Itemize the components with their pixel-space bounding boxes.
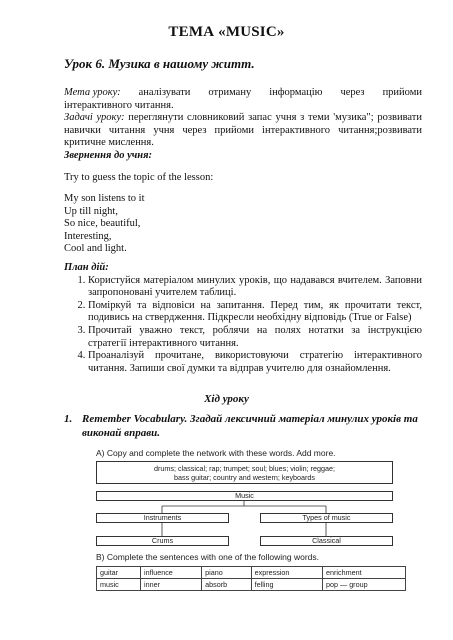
network-node-crums: Crums xyxy=(96,536,229,546)
goal-word: отриману xyxy=(208,87,252,98)
tasks-label: Задачі уроку: xyxy=(64,112,125,124)
goal-word: аналізувати xyxy=(138,87,191,98)
guess-prompt: Try to guess the topic of the lesson: xyxy=(64,172,214,183)
poem-line: Up till night, xyxy=(64,205,118,217)
exercise-a-instruction: A) Copy and complete the network with these words. Add more. xyxy=(96,448,336,458)
word-cell: influence xyxy=(141,567,202,579)
network-node-types: Types of music xyxy=(260,513,393,523)
poem-line: Interesting, xyxy=(64,230,112,242)
network-node-music: Music xyxy=(96,491,393,501)
page-title: ТЕМА «MUSIC» xyxy=(168,24,285,40)
word-cell: music xyxy=(97,579,141,591)
plan-item: 4. Проаналізуй прочитане, використовуючи стратегію інтерактивного читання. Запиши свої думки та відправ учителю для ознайомлення. xyxy=(88,350,422,375)
network-node-instruments: Instruments xyxy=(96,513,229,523)
section-number: 1. xyxy=(64,413,73,425)
word-bank-line: bass guitar; country and western; keyboards xyxy=(173,473,316,482)
network-node-classical: Classical xyxy=(260,536,393,546)
word-cell: felling xyxy=(251,579,322,591)
word-table xyxy=(96,566,406,591)
goal-word: через xyxy=(340,87,365,98)
poem-line: So nice, beautiful, xyxy=(64,218,141,230)
goal-word: прийоми xyxy=(382,87,422,98)
exercise-b-instruction: B) Complete the sentences with one of the following words. xyxy=(96,552,320,562)
lesson-heading: Урок 6. Музика в нашому житт. xyxy=(64,56,255,71)
poem-line: Cool and light. xyxy=(64,243,127,255)
word-bank-line: drums; classical; rap; trumpet; soul; blues; violin; reggae; xyxy=(154,464,335,473)
word-cell: guitar xyxy=(97,567,141,579)
goal-line-2: інтерактивного читання. xyxy=(64,99,174,111)
word-cell: absorb xyxy=(202,579,252,591)
plan-item: 2. Поміркуй та відповіси на запитання. Перед тим, як прочитати текст, подивись на ствердження. Підкресли необхідну відповідь (True or False) xyxy=(88,300,422,325)
section-text: Remember Vocabulary. Згадай лексичний матеріал минулих уроків та виконай вправи. xyxy=(82,413,418,439)
goal-label: Мета уроку: xyxy=(64,87,121,98)
word-cell: piano xyxy=(202,567,252,579)
goal-word: інформацію xyxy=(269,87,323,98)
word-cell: enrichment xyxy=(323,567,406,579)
plan-item: 3. Прочитай уважно текст, роблячи на полях нотатки за інструкцією стратегії інтерактивного читання. xyxy=(88,325,422,350)
tasks-text: переглянути словниковий запас учня з теми 'музика"; розвивати навички читання учня через прийоми інтерактивного читання;розвивати критичне мислення. xyxy=(64,112,422,149)
course-heading: Хід уроку xyxy=(204,393,249,405)
poem-line: My son listens to it xyxy=(64,193,145,204)
plan-item: 1. Користуйся матеріалом минулих уроків, що надавався вчителем. Заповни запропоновані учителем таблиці. xyxy=(88,275,422,300)
address-label: Звернення до учня: xyxy=(64,149,152,161)
word-cell: expression xyxy=(251,567,322,579)
table-row xyxy=(97,579,406,591)
word-cell: pop — group xyxy=(323,579,406,591)
word-cell: inner xyxy=(141,579,202,591)
table-row xyxy=(97,567,406,579)
plan-label: План дій: xyxy=(64,262,109,273)
